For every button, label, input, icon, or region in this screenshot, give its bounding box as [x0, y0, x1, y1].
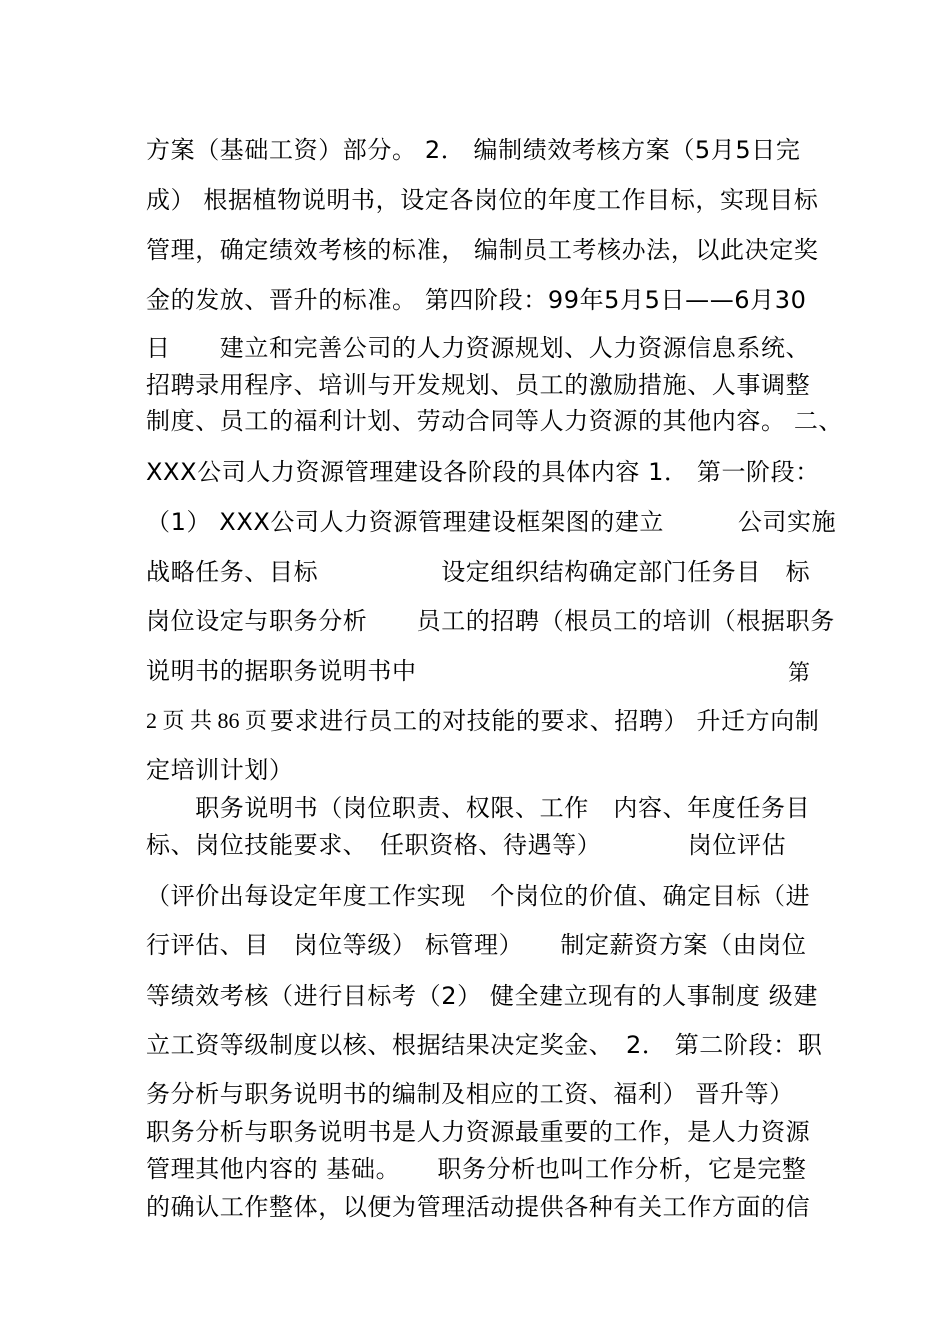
text-line: 金的发放、晋升的标准。 第四阶段：99年5月5日——6月30	[146, 286, 807, 314]
text-line: 方案（基础工资）部分。 2． 编制绩效考核方案（5月5日完	[146, 136, 801, 164]
page-footer-count: 2 页 共 86 页	[146, 708, 268, 733]
text-line: 的确认工作整体，以便为管理活动提供各种有关工作方面的信	[146, 1193, 811, 1221]
page-footer-label: 第	[788, 660, 811, 685]
text-line: 立工资等级制度以核、根据结果决定奖金、 2． 第二阶段：职	[146, 1031, 823, 1059]
text-line: 招聘录用程序、培训与开发规划、员工的激励措施、人事调整	[146, 371, 811, 399]
text-line: 战略任务、目标 设定组织结构确定部门任务目 标	[146, 558, 811, 586]
text-line: 定培训计划）	[146, 756, 294, 784]
text-line: 行评估、目 岗位等级） 标管理） 制定薪资方案（由岗位	[146, 931, 807, 959]
text-line: 职务分析与职务说明书是人力资源最重要的工作，是人力资源	[146, 1118, 811, 1146]
text-line: 管理其他内容的 基础。 职务分析也叫工作分析，它是完整	[146, 1155, 807, 1183]
text-line: XXX公司人力资源管理建设各阶段的具体内容 1． 第一阶段：	[146, 458, 820, 486]
text-line: （评价出每设定年度工作实现 个岗位的价值、确定目标（进	[146, 882, 811, 910]
text-line: 务分析与职务说明书的编制及相应的工资、福利） 晋升等）	[146, 1080, 794, 1108]
text-line: 制度、员工的福利计划、劳动合同等人力资源的其他内容。 二、	[146, 407, 844, 435]
text-line: 成） 根据植物说明书，设定各岗位的年度工作目标，实现目标	[146, 186, 819, 214]
text-line: 说明书的据职务说明书中	[146, 657, 417, 685]
text-line: 等绩效考核（进行目标考（2） 健全建立现有的人事制度 级建	[146, 982, 818, 1010]
text-line: 职务说明书（岗位职责、权限、工作 内容、年度任务目	[146, 794, 811, 822]
text-line: 要求进行员工的对技能的要求、招聘） 升迁方向制	[270, 707, 820, 735]
text-line: 管理，确定绩效考核的标准， 编制员工考核办法，以此决定奖	[146, 236, 819, 264]
text-line: 日 建立和完善公司的人力资源规划、人力资源信息系统、	[146, 334, 811, 362]
text-line: 岗位设定与职务分析 员工的招聘（根员工的培训（根据职务	[146, 607, 835, 635]
text-line: 标、岗位技能要求、 任职资格、待遇等） 岗位评估	[146, 831, 787, 859]
text-line: （1） XXX公司人力资源管理建设框架图的建立 公司实施	[146, 508, 837, 536]
